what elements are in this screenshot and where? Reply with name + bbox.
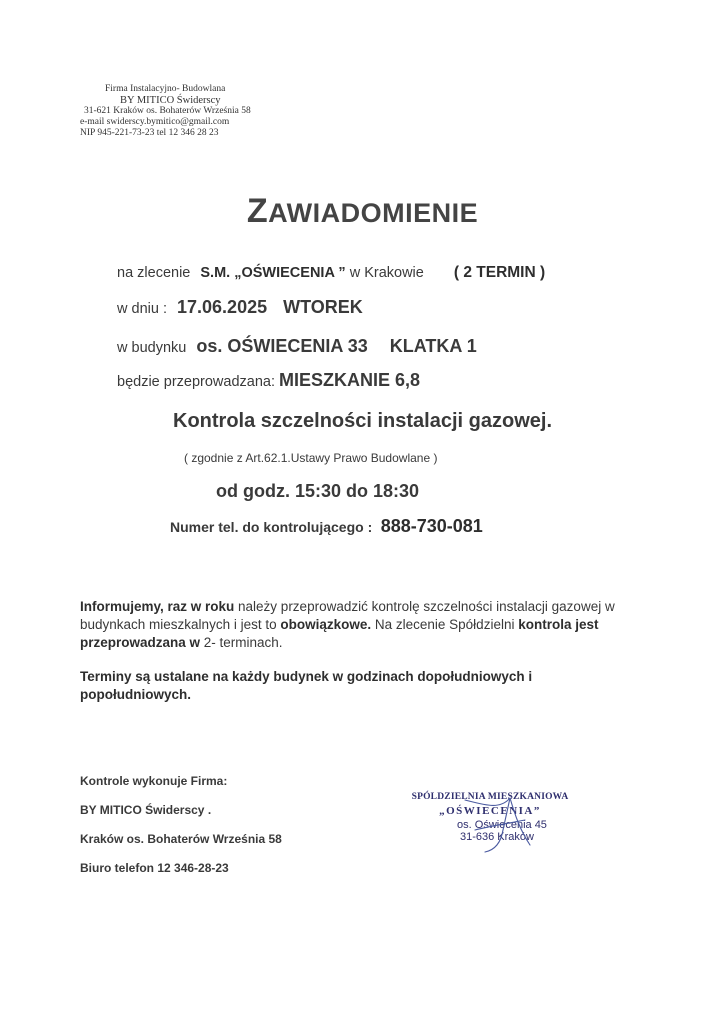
inspector-phone-line bbox=[170, 516, 483, 537]
stamp-line-city: 31-636 Kraków bbox=[460, 831, 534, 843]
apartments-line bbox=[117, 370, 420, 391]
inspector-phone-number: 888-730-081 bbox=[380, 516, 483, 536]
title-initial: Z bbox=[246, 192, 269, 230]
info-p1-text-c: 2- terminach. bbox=[200, 635, 283, 650]
order-term: ( 2 TERMIN ) bbox=[453, 264, 546, 281]
order-place: w Krakowie bbox=[349, 265, 424, 281]
letterhead-line-nip-phone: NIP 945-221-73-23 tel 12 346 28 23 bbox=[80, 128, 219, 138]
signature-scribble bbox=[455, 790, 545, 860]
letterhead-line-company-name: BY MITICO Świderscy bbox=[120, 95, 221, 106]
date-weekday: WTOREK bbox=[283, 297, 363, 317]
letterhead-line-email: e-mail swiderscy.bymitico@gmail.com bbox=[80, 117, 230, 127]
order-client: S.M. „OŚWIECENIA ” bbox=[200, 265, 346, 281]
legal-basis: ( zgodnie z Art.62.1.Ustawy Prawo Budowlane ) bbox=[184, 451, 438, 465]
info-p1-text-a: należy przeprowadzić kontrolę szczelności instalacji gazowej w budynkach mieszkalnych i jest to bbox=[80, 599, 615, 632]
stamp-line-cooperative: „OŚWIECENIA” bbox=[439, 805, 541, 817]
date-prefix: w dniu : bbox=[117, 301, 167, 317]
building-staircase: KLATKA 1 bbox=[389, 336, 477, 356]
order-line bbox=[117, 264, 545, 282]
info-p1-bold-mandatory: obowiązkowe. bbox=[280, 617, 372, 632]
inspector-phone-label: Numer tel. do kontrolującego : bbox=[170, 519, 373, 535]
footer-line-company: BY MITICO Świderscy . bbox=[80, 803, 212, 817]
info-p1-bold-control: kontrola jest przeprowadzana w bbox=[80, 617, 599, 650]
info-paragraph-1 bbox=[80, 598, 640, 652]
letterhead-line-company-type: Firma Instalacyjno- Budowlana bbox=[105, 84, 226, 94]
apartments-prefix: będzie przeprowadzana: bbox=[117, 374, 275, 390]
footer-line-office-phone: Biuro telefon 12 346-28-23 bbox=[80, 861, 229, 875]
footer-line-address: Kraków os. Bohaterów Września 58 bbox=[80, 832, 282, 846]
stamp-line-name: SPÓLDZIELNIA MIESZKANIOWA bbox=[411, 792, 569, 802]
page-title bbox=[0, 192, 725, 231]
stamp-line-address: os. Oświecenia 45 bbox=[457, 819, 547, 831]
letterhead-line-address: 31-621 Kraków os. Bohaterów Września 58 bbox=[84, 106, 251, 116]
title-rest: AWIADOMIENIE bbox=[268, 198, 479, 228]
date-value: 17.06.2025 bbox=[177, 297, 268, 317]
date-line bbox=[117, 297, 363, 318]
info-p1-text-b: Na zlecenie Spółdzielni bbox=[371, 617, 519, 632]
letterhead bbox=[80, 84, 300, 139]
info-p1-bold-start: Informujemy, raz w roku bbox=[80, 599, 235, 614]
building-prefix: w budynku bbox=[117, 340, 187, 356]
apartments-value: MIESZKANIE 6,8 bbox=[279, 370, 421, 390]
order-prefix: na zlecenie bbox=[117, 265, 191, 281]
building-address: os. OŚWIECENIA 33 bbox=[196, 336, 368, 356]
footer-line-performer: Kontrole wykonuje Firma: bbox=[80, 774, 228, 788]
inspection-hours: od godz. 15:30 do 18:30 bbox=[216, 481, 420, 501]
info-paragraph-2: Terminy są ustalane na każdy budynek w godzinach dopołudniowych i popołudniowych. bbox=[80, 669, 533, 702]
building-line bbox=[117, 336, 477, 357]
inspection-subject: Kontrola szczelności instalacji gazowej. bbox=[173, 410, 552, 432]
